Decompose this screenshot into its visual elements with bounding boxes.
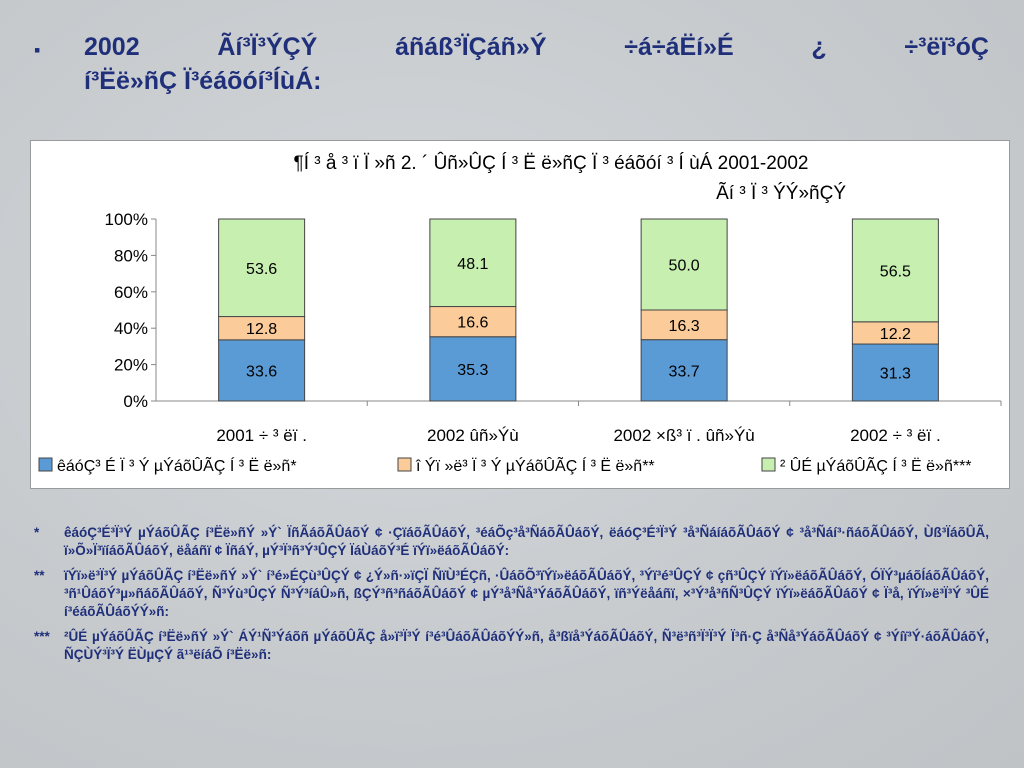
chart-subtitle: Ãí ³ Ï ³ ÝÝ»ñÇÝ [716, 183, 846, 204]
footnote-mark: ** [34, 568, 45, 583]
legend-label: ² ÛÉ µÝáõÛÃÇ Í ³ Ë ë»ñ*** [780, 458, 972, 475]
legend-label: êáóÇ³ É Ï ³ Ý µÝáõÛÃÇ Í ³ Ë ë»ñ* [57, 458, 297, 475]
footnote-mark: * [34, 525, 40, 540]
heading-word: ¿ [811, 33, 827, 61]
data-label: 56.5 [879, 263, 911, 281]
data-label: 48.1 [457, 255, 489, 273]
data-label: 12.2 [879, 325, 911, 343]
data-label: 33.7 [668, 363, 700, 381]
slide-heading [34, 30, 989, 98]
footnote-text: ²ÛÉ µÝáõÛÃÇ í³Ëë»ñÝ »Ý` ÁÝ¹Ñ³Ýáõñ µÝáõÛÃÇ å»ï³Ï³Ý í³é³ÛáõÃÛáõÝÝ»ñ, å³ßïå³ÝáõÃÛáõÝ, Ñ³ë³ñ³Ï³Ï³Ý Ï³ñ·Ç å³Ñå³ÝáõÃÛáõÝ ¢ ³Ýíï³Ý·áõÃÛáõÝ, ÑÇÙÝ³Ï³Ý ËÙµÇÝ ã¹³ëíáÕ í³Ëë»ñ: [64, 629, 989, 662]
bullet-square-icon: ▪ [34, 40, 41, 60]
plot-area [105, 210, 1001, 445]
heading-word: ÷á÷áËí»É [624, 33, 734, 61]
x-category-label: 2002 ×ß³ ï . ûñ»Ýù [613, 426, 755, 445]
y-tick-label: 100% [104, 210, 148, 229]
x-category-label: 2002 ÷ ³ ëï . [850, 426, 941, 445]
chart-title: ¶Í ³ å ³ ï Ï »ñ 2. ´ Ûñ»ÛÇ Í ³ Ë ë»ñÇ Ï ³ éáõóí ³ Í ùÁ 2001-2002 [293, 153, 809, 174]
data-label: 53.6 [246, 260, 278, 278]
footnotes [34, 524, 989, 671]
footnote-mark: *** [34, 629, 50, 644]
heading-word: ÷³ëï³óÇ [904, 33, 989, 61]
heading-word: 2002 [84, 33, 140, 61]
legend-swatch [39, 458, 52, 471]
data-label: 35.3 [457, 361, 489, 379]
footnote [34, 628, 989, 664]
data-label: 12.8 [246, 321, 278, 339]
data-label: 50.0 [668, 257, 700, 275]
y-tick-label: 60% [113, 282, 148, 302]
data-label: 16.3 [668, 317, 700, 335]
chart-legend [39, 455, 972, 475]
chart-canvas [31, 141, 1009, 488]
data-label: 33.6 [246, 363, 278, 381]
heading-word: Ãí³Ï³ÝÇÝ [217, 33, 318, 61]
y-tick-label: 0% [123, 392, 148, 411]
y-tick-label: 80% [113, 246, 148, 266]
data-label: 16.6 [457, 314, 489, 332]
legend-swatch [762, 458, 775, 471]
footnote-text: ïÝï»ë³Ï³Ý µÝáõÛÃÇ í³Ëë»ñÝ »Ý` í³é»ÉÇù³ÛÇÝ ¢ ¿Ý»ñ·»ïÇÏ ÑïÙ³ÉÇñ, ·ÛáõÕ³ïÝï»ëáõÃÛáõÝ, ³Ýï³é³ÛÇÝ ¢ çñ³ÛÇÝ ïÝï»ëáõÃÛáõÝ, ÓÏÝ³µáõÍáõÃÛáõÝ, ³ñ¹ÛáõÝ³µ»ñáõÃÛáõÝ, Ñ³Ýù³ÛÇÝ Ñ³Ý³íáÛ»ñ, ßÇÝ³ñ³ñáõÃÛáõÝ ¢ µÝ³å³Ñå³ÝáõÃÛáõÝ, ïñ³Ýëåáñï, ×³Ý³å³ñÑ³ÛÇÝ ïÝï»ëáõÃÛáõÝ ¢ Ï³å, ïÝï»ë³Ï³Ý ³ÛÉ í³éáõÃÛáõÝÝ»ñ: [64, 568, 989, 619]
heading-line-2: í³Ëë»ñÇ Ï³éáõóí³ÍùÁ: [84, 67, 322, 95]
legend-swatch [398, 458, 411, 471]
footnote [34, 524, 989, 560]
footnote-text: êáóÇ³É³Ï³Ý µÝáõÛÃÇ í³Ëë»ñÝ »Ý` ÏñÃáõÃÛáõÝ ¢ ·ÇïáõÃÛáõÝ, ³éáÕç³å³ÑáõÃÛáõÝ, ëáóÇ³É³Ï³Ý ³å³ÑáíáõÃÛáõÝ ¢ ³å³Ñáí³·ñáõÃÛáõÝ, Ùß³ÏáõÛÃ, ï»Õ»Ï³ïíáõÃÛáõÝ, ëåáñï ¢ ÏñáÝ, µÝ³Ï³ñ³Ý³ÛÇÝ ÏáÙáõÝ³É ïÝï»ëáõÃÛáõÝ: [64, 525, 989, 558]
data-label: 31.3 [879, 365, 911, 383]
x-category-label: 2001 ÷ ³ ëï . [216, 426, 307, 445]
heading-line-1 [84, 30, 989, 64]
footnote [34, 567, 989, 621]
x-category-label: 2002 ûñ»Ýù [427, 426, 519, 445]
y-tick-label: 20% [113, 355, 148, 375]
heading-word: áñáß³ÏÇáñ»Ý [395, 33, 547, 61]
legend-label: î Ýï »ë³ Ï ³ Ý µÝáõÛÃÇ Í ³ Ë ë»ñ** [416, 458, 655, 475]
y-tick-label: 40% [113, 319, 148, 339]
stacked-bar-chart [30, 140, 1010, 489]
